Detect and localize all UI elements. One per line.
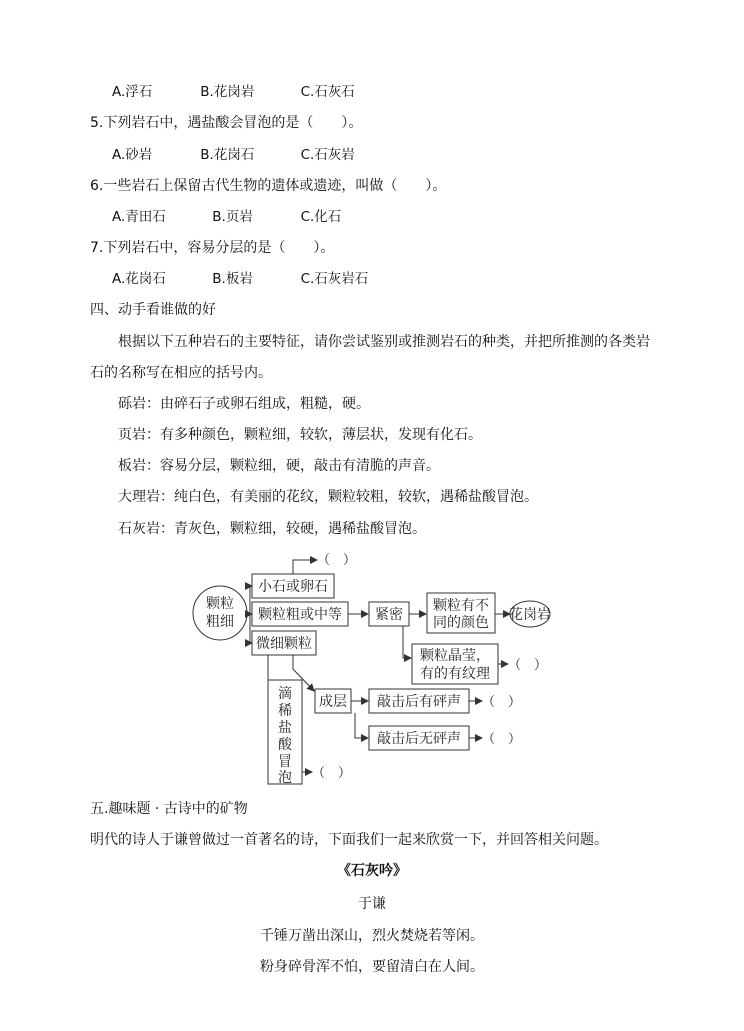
arrow-fine-layered xyxy=(293,655,314,691)
acid-char-5: 冒 xyxy=(278,754,292,770)
blank-crisp: （ ） xyxy=(482,695,522,710)
rock-limestone: 石灰岩：青灰色，颗粒细，较硬，遇稀盐酸冒泡。 xyxy=(118,521,426,537)
poem-author: 于谦 xyxy=(358,896,386,912)
crisp-sound-label: 敲击后有砰声 xyxy=(377,694,461,710)
q7-stem: 7.下列岩石中，容易分层的是（ ）。 xyxy=(90,240,335,256)
acid-char-1: 滴 xyxy=(278,686,292,702)
q4-option-c: C.石灰石 xyxy=(300,84,355,100)
q4-options xyxy=(112,83,355,101)
rock-slate: 板岩：容易分层，颗粒细，硬，敲击有清脆的声音。 xyxy=(118,458,440,474)
q5-option-c: C.石灰岩 xyxy=(300,147,355,163)
layered-label: 成层 xyxy=(319,694,347,710)
fine-label: 微细颗粒 xyxy=(256,636,312,652)
diff-color-label-2: 同的颜色 xyxy=(433,615,489,631)
acid-char-6: 泡 xyxy=(278,770,292,786)
blank-small-stone: （ ） xyxy=(317,553,357,568)
q6-option-c: C.化石 xyxy=(300,209,342,225)
blank-crystal: （ ） xyxy=(508,658,548,673)
arrow-compact-crystal xyxy=(403,626,411,658)
q6-stem: 6.一些岩石上保留古代生物的遗体或遗迹，叫做（ ）。 xyxy=(90,178,447,194)
flowchart-svg xyxy=(190,546,560,791)
acid-char-3: 盐 xyxy=(278,720,292,736)
q7-options xyxy=(112,270,368,288)
granite-label: 花岗岩 xyxy=(509,607,551,623)
small-stone-label: 小石或卵石 xyxy=(258,579,328,595)
poem-line-2: 粉身碎骨浑不怕，要留清白在人间。 xyxy=(260,959,484,975)
rock-marble: 大理岩：纯白色，有美丽的花纹，颗粒较粗，较软，遇稀盐酸冒泡。 xyxy=(118,489,538,505)
q6-option-b: B.页岩 xyxy=(212,209,253,225)
crystal-label-2: 有的有纹理 xyxy=(420,666,490,682)
compact-label: 紧密 xyxy=(375,607,403,623)
section5-heading: 五.趣味题 · 古诗中的矿物 xyxy=(90,801,248,817)
q5-option-a: A.砂岩 xyxy=(112,147,153,163)
q5-option-b: B.花岗石 xyxy=(200,147,255,163)
acid-char-4: 酸 xyxy=(278,737,292,753)
q7-option-b: B.板岩 xyxy=(212,271,253,287)
q4-option-b: B.花岗岩 xyxy=(200,84,255,100)
q5-stem: 5.下列岩石中，遇盐酸会冒泡的是（ ）。 xyxy=(90,115,363,131)
blank-nocrisp: （ ） xyxy=(482,732,522,747)
coarse-medium-label: 颗粒粗或中等 xyxy=(258,607,342,623)
no-crisp-sound-label: 敲击后无砰声 xyxy=(377,731,461,747)
diff-color-label-1: 颗粒有不 xyxy=(433,598,489,614)
q6-option-a: A.青田石 xyxy=(112,209,166,225)
section4-intro-line1: 根据以下五种岩石的主要特征，请你尝试鉴别或推测岩石的种类，并把所推测的各类岩 xyxy=(118,334,650,350)
blank-acid: （ ） xyxy=(312,766,352,781)
rock-conglomerate: 砾岩：由碎石子或卵石组成，粗糙，硬。 xyxy=(118,396,370,412)
q7-option-a: A.花岗石 xyxy=(112,271,166,287)
root-ellipse xyxy=(193,586,247,640)
q7-option-c: C.石灰岩石 xyxy=(300,271,369,287)
root-label-1: 颗粒 xyxy=(206,596,234,612)
q5-options xyxy=(112,146,355,164)
arrow-small-stone-blank xyxy=(293,560,317,574)
section4-intro-line2: 石的名称写在相应的括号内。 xyxy=(90,365,272,381)
poem-line-1: 千锤万凿出深山，烈火焚烧若等闲。 xyxy=(260,928,484,944)
acid-char-2: 稀 xyxy=(278,703,292,719)
crystal-label-1: 颗粒晶莹， xyxy=(420,648,490,664)
rock-identification-flowchart xyxy=(190,546,560,791)
arrow-layered-nocrisp xyxy=(355,713,368,738)
section5-intro: 明代的诗人于谦曾做过一首著名的诗，下面我们一起来欣赏一下，并回答相关问题。 xyxy=(90,832,608,848)
q4-option-a: A.浮石 xyxy=(112,84,153,100)
section4-heading: 四、动手看谁做的好 xyxy=(90,302,216,318)
rock-shale: 页岩：有多种颜色，颗粒细，较软，薄层状，发现有化石。 xyxy=(118,427,482,443)
q6-options xyxy=(112,208,341,226)
poem-title: 《石灰吟》 xyxy=(337,863,407,879)
root-label-2: 粗细 xyxy=(206,614,234,630)
